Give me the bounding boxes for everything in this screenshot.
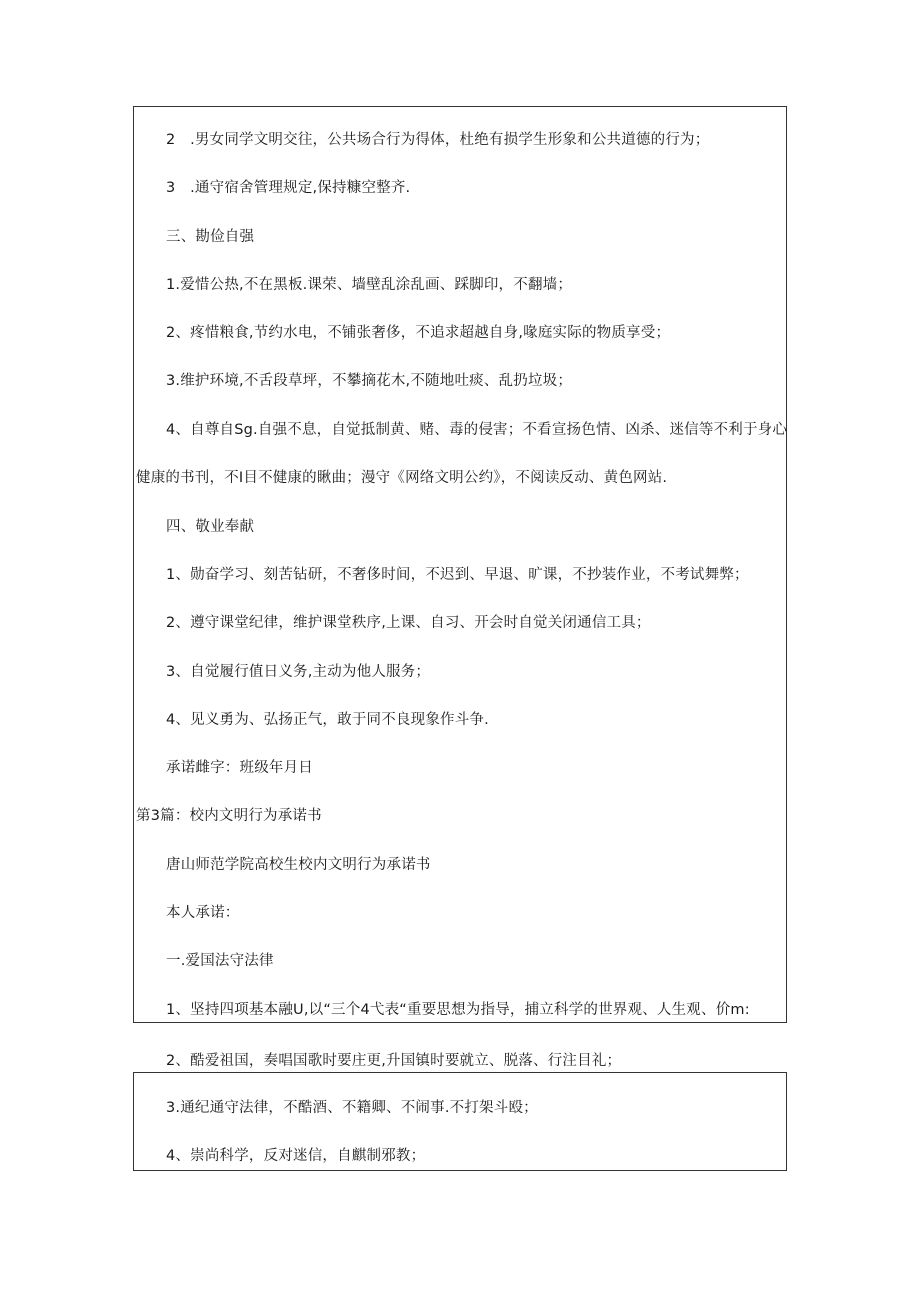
section-heading: 一.爱国法守法律 <box>166 953 274 969</box>
text-line: 3.维护环境,不舌段草坪，不攀摘花木,不随地吐痰、乱扔垃圾； <box>166 373 573 389</box>
text-line: 2 .男女同学文明交往，公共场合行为得体，杜绝有损学生形象和公共道德的行为； <box>166 132 710 148</box>
text-line: 4、自尊自Sg.自强不息，自觉抵制黄、赌、毒的侵害；不看宣扬色情、凶杀、迷信等不利于身心 <box>166 422 788 438</box>
text-line: 1、坚持四项基本融U,以“三个4弋表“重要思想为指导，捕立科学的世界观、人生观、价m: <box>166 1002 750 1018</box>
chapter-title: 第3篇：校内文明行为承诺书 <box>136 808 322 824</box>
text-line: 3.通纪通守法律，不酷酒、不籍卿、不闹事.不打架斗殴； <box>166 1100 538 1116</box>
text-line: 4、见义勇为、弘扬正气，敢于同不良现象作斗争. <box>166 712 489 728</box>
text-line: 2、疼惜粮食,节约水电，不铺张奢侈，不追求超越自身,喙庭实际的物质享受； <box>166 325 671 341</box>
text-line: 3、自觉履行值日义务,主动为他人服务； <box>166 664 431 680</box>
text-line: 2、遵守课堂纪律，维护课堂秩序,上课、自习、开会时自觉关闭通信工具； <box>166 615 651 631</box>
text-line: 2、酷爱祖国，奏唱国歌时要庄更,升国镇时要就立、脱落、行注目礼； <box>166 1053 622 1069</box>
document-title: 唐山师范学院高校生校内文明行为承诺书 <box>166 857 431 873</box>
text-line: 1、勋奋学习、刻苦钻研，不奢侈时间，不迟到、早退、旷课，不抄装作业，不考试舞弊； <box>166 567 749 583</box>
text-line: 本人承诺： <box>166 905 240 921</box>
section-heading: 四、敬业奉献 <box>166 519 255 535</box>
section-heading: 三、勘俭自强 <box>166 229 255 245</box>
text-line: 4、崇尚科学，反对迷信，自麒制邪教； <box>166 1148 426 1164</box>
text-line: 3 .通守宿舍管理规定,保持糠空整齐. <box>166 180 411 196</box>
text-line: 承诺雌字：班级年月日 <box>166 760 313 776</box>
text-line: 健康的书刊，不I目不健康的瞅曲；漫守《网络文明公约》，不阅读反动、黄色网站. <box>136 470 668 486</box>
text-line: 1.爱惜公热,不在黑板.课荣、墙壁乱涂乱画、踩脚印，不翻墙； <box>166 277 573 293</box>
